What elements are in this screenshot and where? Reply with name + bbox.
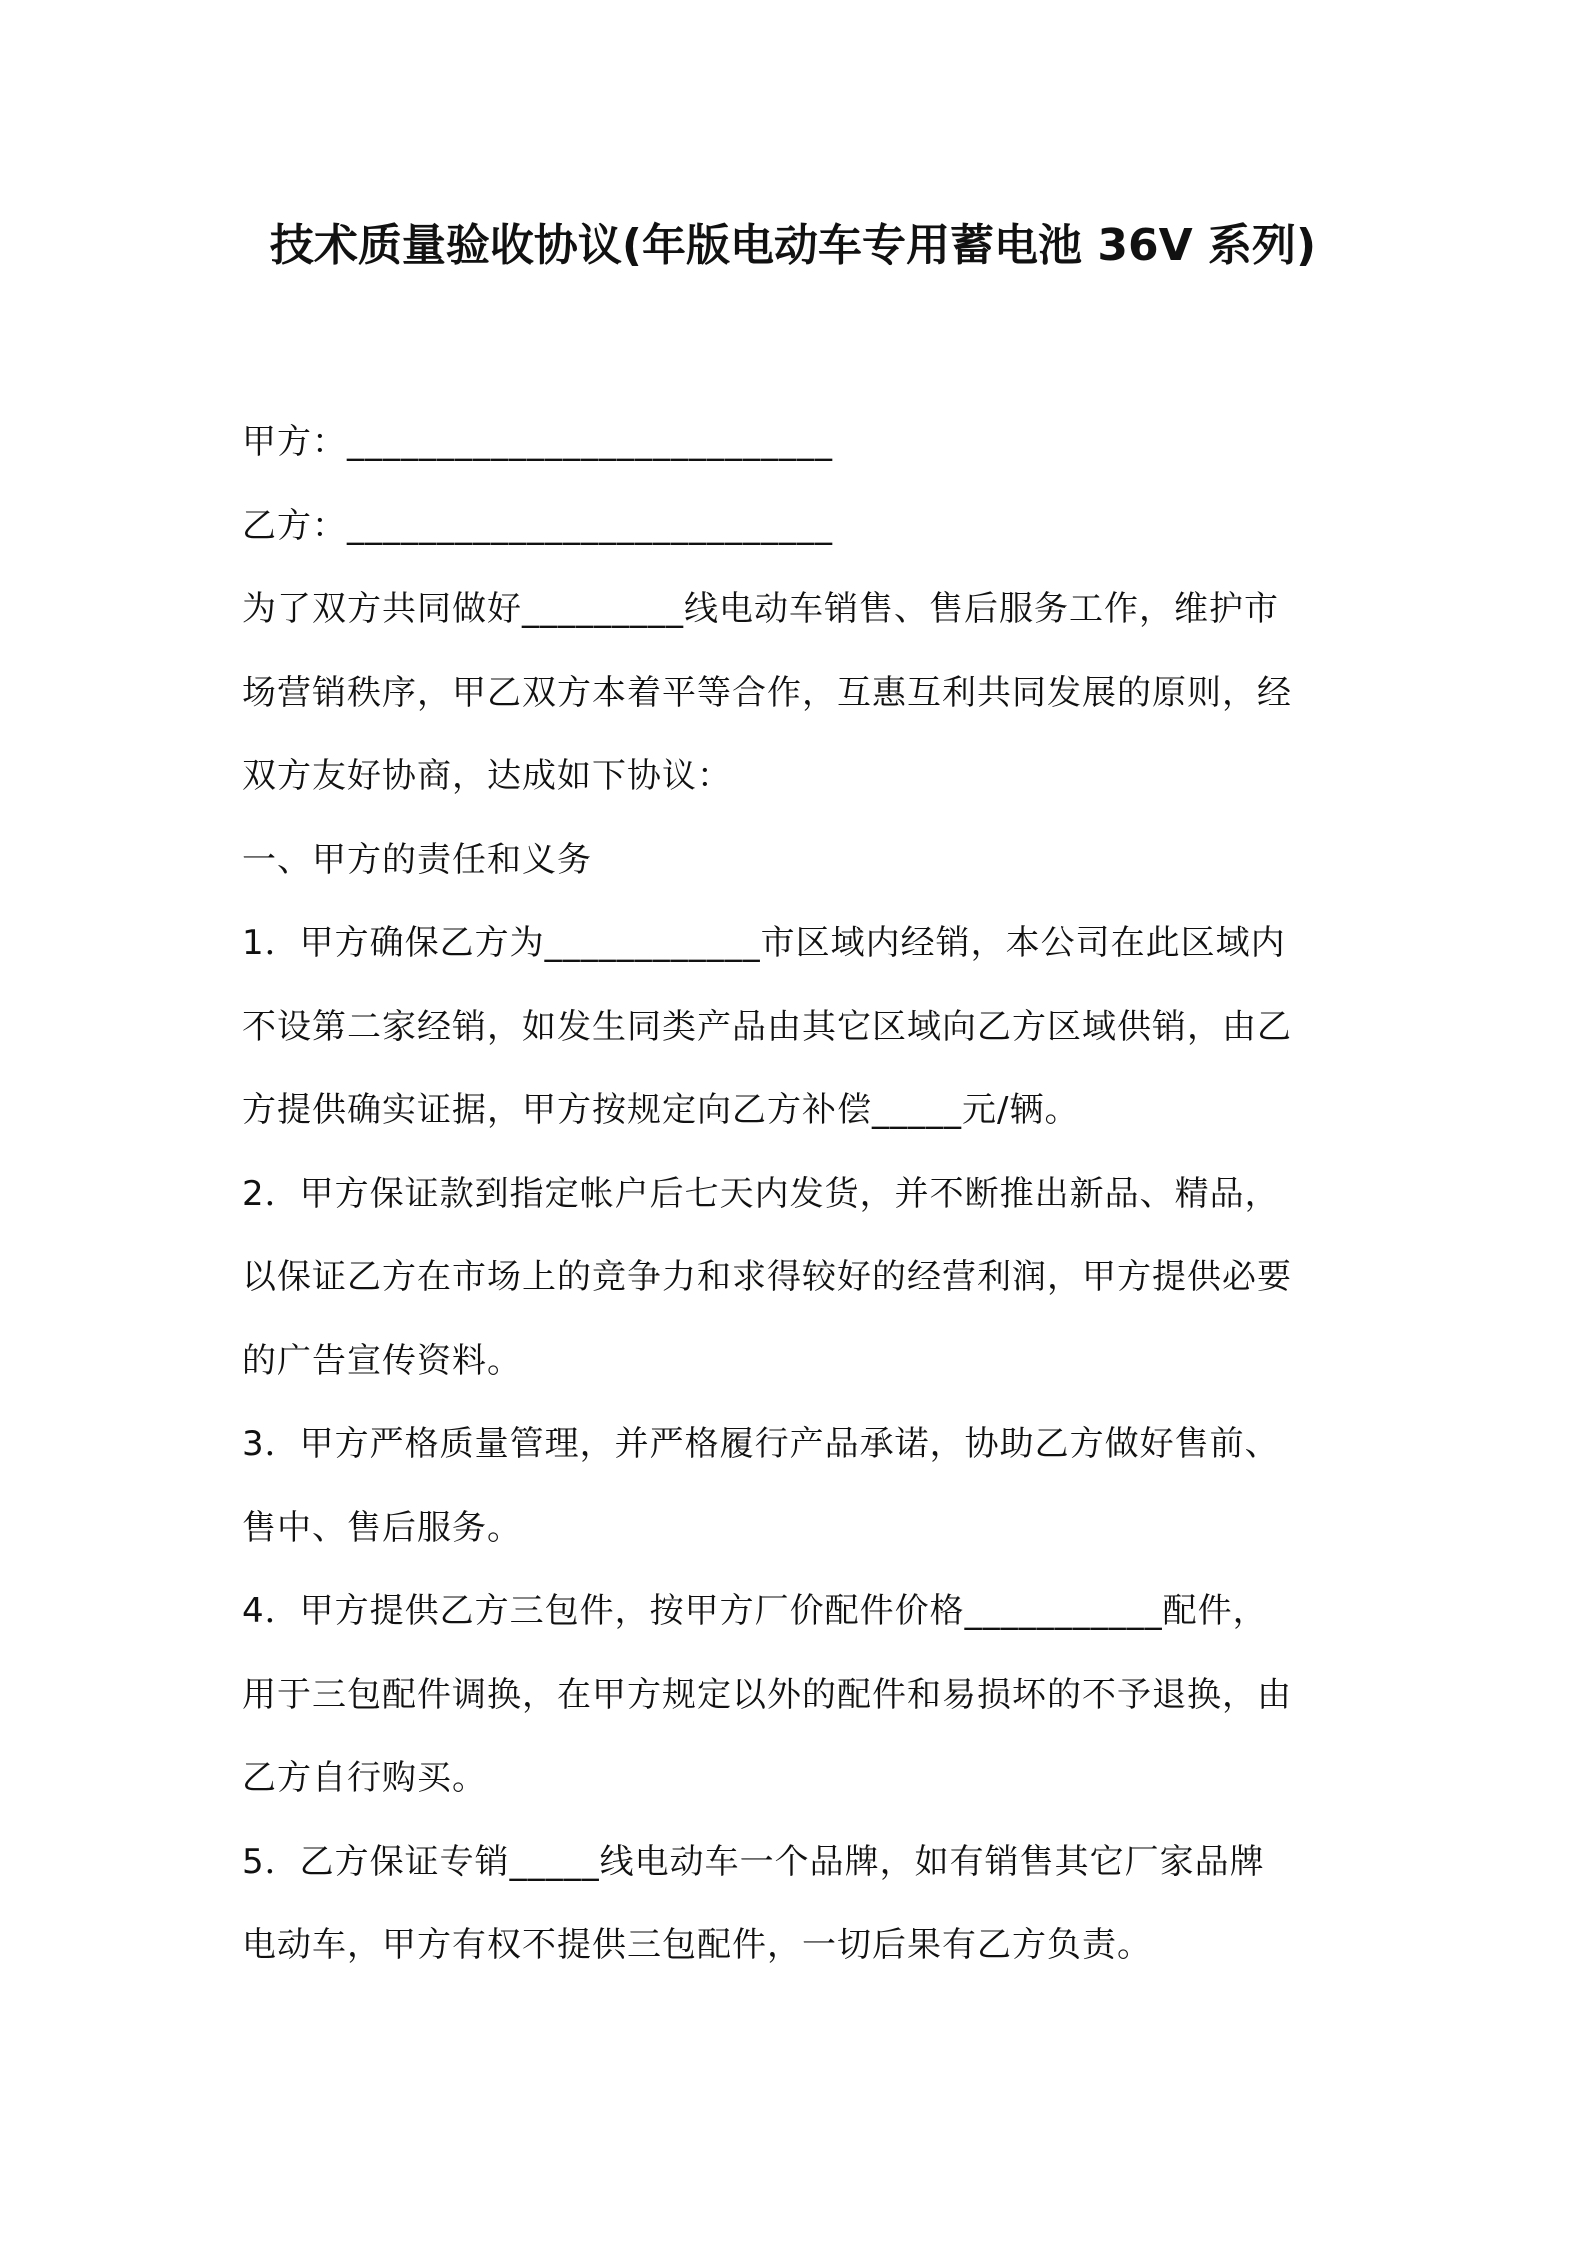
clause-5-line-2: 电动车，甲方有权不提供三包配件，一切后果有乙方负责。 <box>242 1925 1152 1965</box>
clause-1-line-1: 1．甲方确保乙方为____________市区域内经销，本公司在此区域内 <box>242 923 1286 963</box>
clause-5-line-1: 5．乙方保证专销_____线电动车一个品牌，如有销售其它厂家品牌 <box>242 1841 1265 1882</box>
party-a-line: 甲方：___________________________ <box>242 422 833 462</box>
clause-3-line-1: 3．甲方严格质量管理，并严格履行产品承诺，协助乙方做好售前、 <box>242 1424 1280 1464</box>
clause-2-line-3: 的广告宣传资料。 <box>242 1340 522 1381</box>
clause-2-line-1: 2．甲方保证款到指定帐户后七天内发货，并不断推出新品、精品， <box>242 1173 1280 1214</box>
section-heading: 一、甲方的责任和义务 <box>242 839 592 880</box>
intro-line-3: 双方友好协商，达成如下协议： <box>242 756 732 796</box>
clause-4-line-3: 乙方自行购买。 <box>242 1758 487 1798</box>
clause-1-line-2: 不设第二家经销，如发生同类产品由其它区域向乙方区域供销，由乙 <box>242 1006 1292 1047</box>
intro-line-1: 为了双方共同做好_________线电动车销售、售后服务工作，维护市 <box>242 589 1279 629</box>
clause-3-line-2: 售中、售后服务。 <box>242 1507 522 1548</box>
intro-line-2: 场营销秩序，甲乙双方本着平等合作，互惠互利共同发展的原则，经 <box>242 672 1292 713</box>
clause-4-line-1: 4．甲方提供乙方三包件，按甲方厂价配件价格___________配件， <box>242 1591 1268 1631</box>
document-body <box>242 401 1366 1988</box>
clause-1-line-3: 方提供确实证据，甲方按规定向乙方补偿_____元/辆。 <box>242 1090 1080 1130</box>
clause-2-line-2: 以保证乙方在市场上的竞争力和求得较好的经营利润，甲方提供必要 <box>242 1257 1292 1297</box>
document-title: 技术质量验收协议(年版电动车专用蓄电池 36V 系列) <box>269 220 1317 271</box>
clause-4-line-2: 用于三包配件调换，在甲方规定以外的配件和易损坏的不予退换，由 <box>242 1674 1292 1715</box>
party-b-line: 乙方：___________________________ <box>242 505 833 546</box>
